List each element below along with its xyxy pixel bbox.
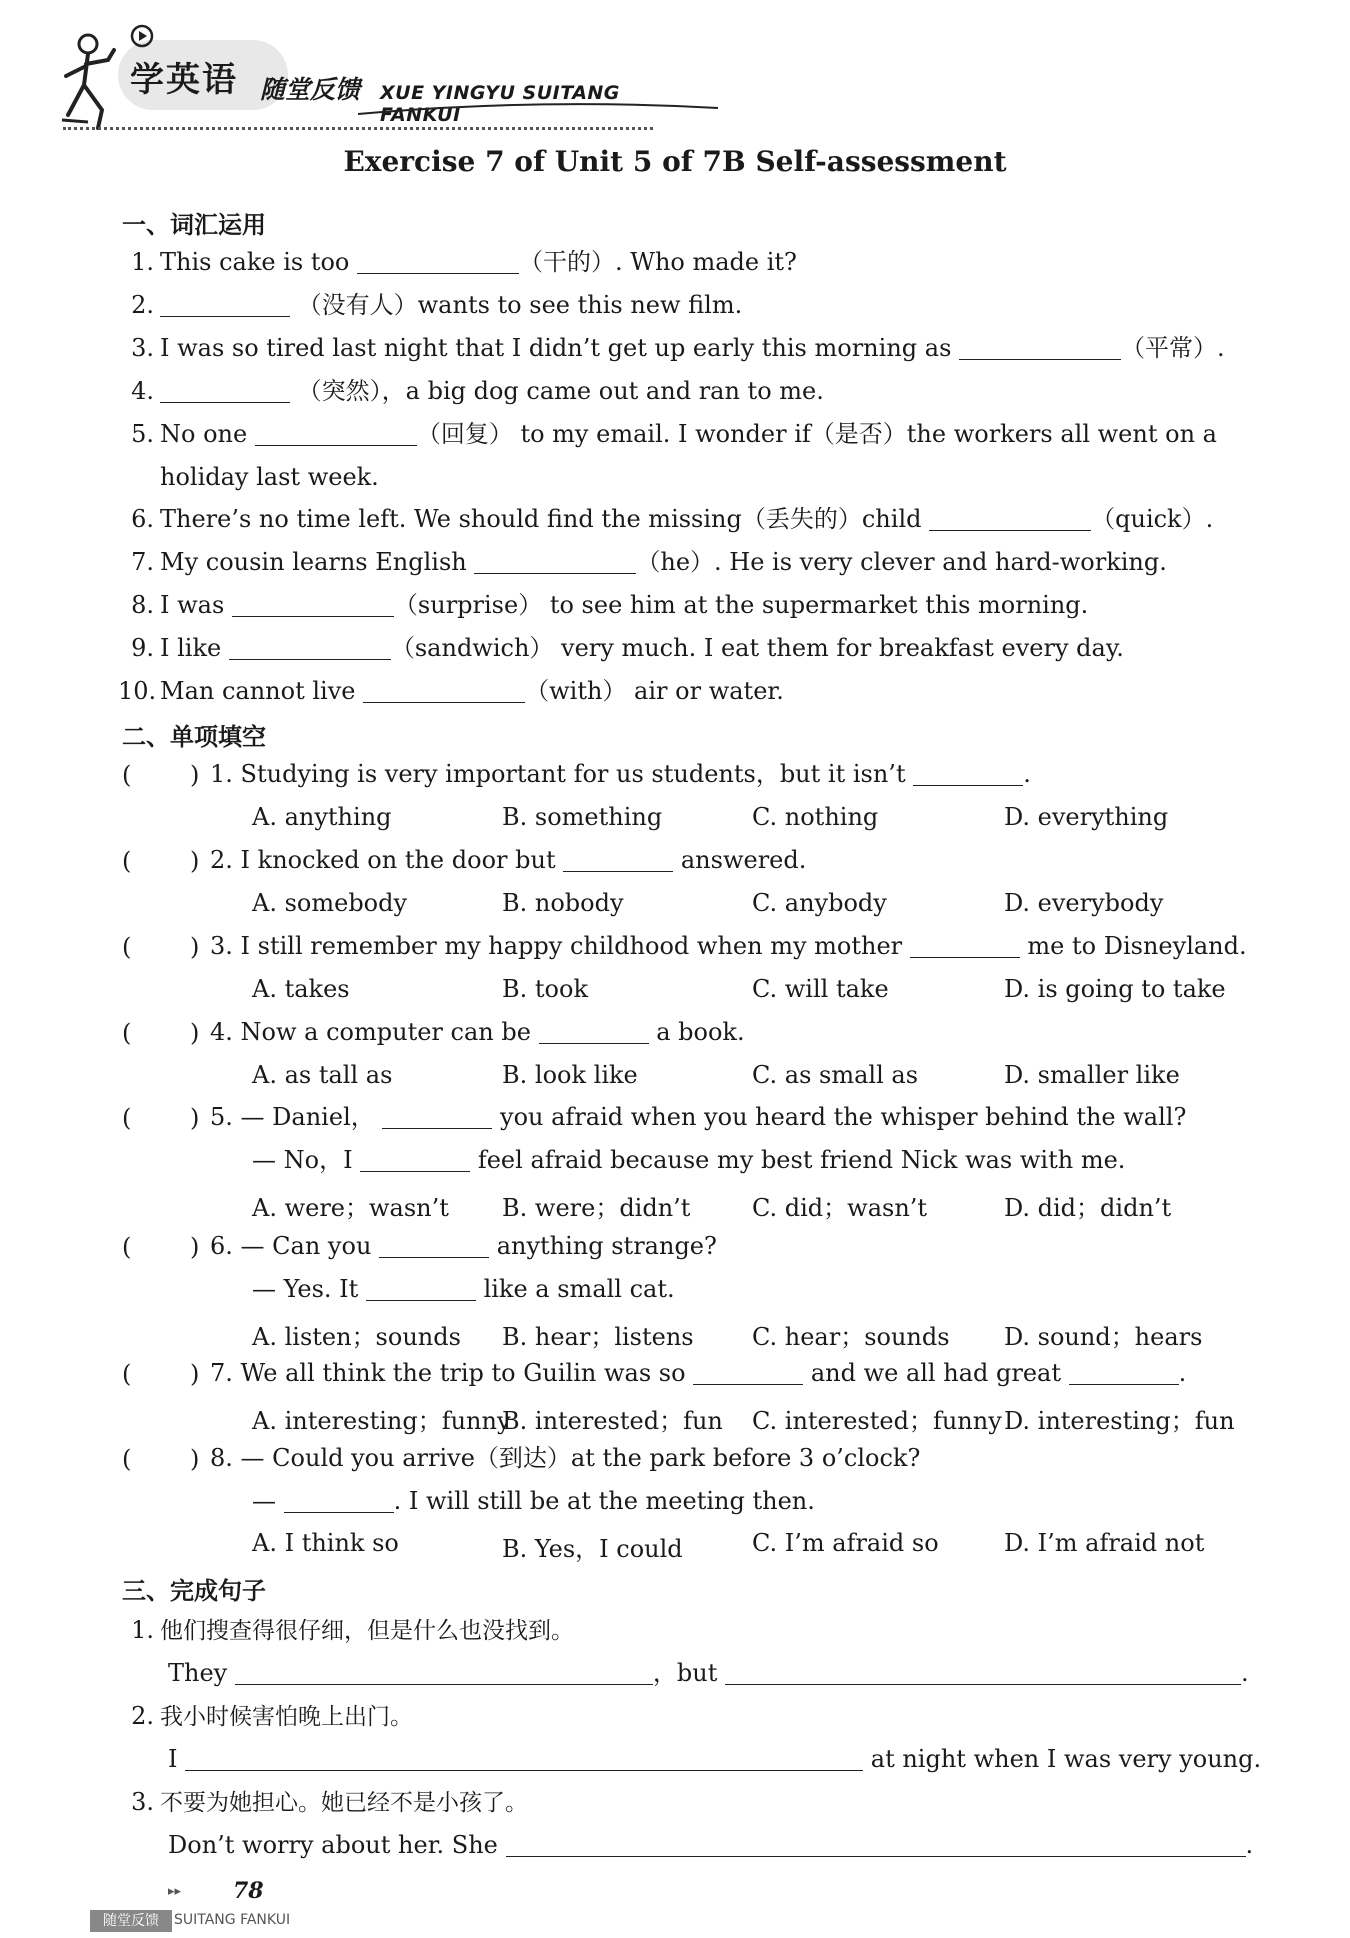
running-figure-icon xyxy=(58,30,118,130)
footer-arrows-icon: ▸▸ xyxy=(168,1884,182,1899)
header-divider xyxy=(63,127,653,130)
mc-question-6-line-2: — Yes. It like a small cat. xyxy=(252,1275,675,1303)
vocab-item-1: 1. This cake is too （干的）. Who made it? xyxy=(131,248,797,276)
mc-question-5: 5. — Daniel， you afraid when you heard the whisper behind the wall? xyxy=(210,1103,1187,1131)
vocab-item-5-continued: holiday last week. xyxy=(160,463,379,491)
mc-question-7: 7. We all think the trip to Guilin was so and we all had great . xyxy=(210,1359,1187,1387)
answer-blank[interactable] xyxy=(929,506,1091,531)
mc8-option-b[interactable]: B. Yes，I could xyxy=(502,1535,683,1563)
vocab-item-3: 3. I was so tired last night that I didn’t get up early this morning as （平常）. xyxy=(131,334,1225,362)
mc1-option-d[interactable]: D. everything xyxy=(1004,803,1169,831)
answer-blank[interactable] xyxy=(363,678,525,703)
vocab-item-10: 10. Man cannot live （with） air or water. xyxy=(118,677,784,705)
answer-blank[interactable] xyxy=(229,635,391,660)
mc2-option-c[interactable]: C. anybody xyxy=(752,889,887,917)
mc-question-4: 4. Now a computer can be a book. xyxy=(210,1018,745,1046)
page-number: 78 xyxy=(233,1878,264,1904)
translation-item-2-zh: 2. 我小时候害怕晚上出门。 xyxy=(131,1702,413,1730)
answer-paren[interactable]: ( ) xyxy=(122,1445,200,1473)
answer-blank[interactable] xyxy=(959,335,1121,360)
footer-tab-label: 随堂反馈 xyxy=(90,1910,172,1932)
mc-question-1: 1. Studying is very important for us students，but it isn’t . xyxy=(210,760,1031,788)
answer-blank[interactable] xyxy=(255,421,417,446)
mc7-option-d[interactable]: D. interesting；fun xyxy=(1004,1407,1235,1435)
vocab-item-7: 7. My cousin learns English （he）. He is very clever and hard-working. xyxy=(131,548,1167,576)
mc8-option-a[interactable]: A. I think so xyxy=(252,1529,399,1557)
translation-item-2-en: I at night when I was very young. xyxy=(168,1745,1262,1773)
answer-blank[interactable] xyxy=(1069,1360,1179,1385)
mc-question-5-line-2: — No，I feel afraid because my best friend Nick was with me. xyxy=(252,1146,1126,1174)
vocab-item-6: 6. There’s no time left. We should find the missing（丢失的）child （quick）. xyxy=(131,505,1214,533)
swoosh-decoration xyxy=(358,102,718,116)
answer-blank[interactable] xyxy=(360,1147,470,1172)
mc3-option-c[interactable]: C. will take xyxy=(752,975,889,1003)
vocab-item-4: 4. （突然），a big dog came out and ran to me. xyxy=(131,377,824,405)
answer-blank[interactable] xyxy=(160,292,290,317)
mc6-option-c[interactable]: C. hear；sounds xyxy=(752,1323,950,1351)
mc4-option-d[interactable]: D. smaller like xyxy=(1004,1061,1180,1089)
answer-paren[interactable]: ( ) xyxy=(122,847,200,875)
mc5-option-d[interactable]: D. did；didn’t xyxy=(1004,1194,1172,1222)
footer-tab-pinyin: SUITANG FANKUI xyxy=(174,1912,291,1928)
translation-item-1-en: They ，but . xyxy=(168,1659,1249,1687)
answer-blank[interactable] xyxy=(366,1276,476,1301)
exercise-title: Exercise 7 of Unit 5 of 7B Self-assessment xyxy=(343,145,1007,178)
mc3-option-a[interactable]: A. takes xyxy=(252,975,350,1003)
translation-item-3-en: Don’t worry about her. She . xyxy=(168,1831,1254,1859)
translation-item-3-zh: 3. 不要为她担心。她已经不是小孩了。 xyxy=(131,1788,528,1816)
mc1-option-b[interactable]: B. something xyxy=(502,803,663,831)
mc4-option-c[interactable]: C. as small as xyxy=(752,1061,919,1089)
mc2-option-a[interactable]: A. somebody xyxy=(252,889,408,917)
mc1-option-c[interactable]: C. nothing xyxy=(752,803,879,831)
section2-heading: 二、单项填空 xyxy=(122,723,266,751)
vocab-item-5: 5. No one （回复） to my email. I wonder if（是否）the workers all went on a xyxy=(131,420,1217,448)
translation-item-1-zh: 1. 他们搜查得很仔细，但是什么也没找到。 xyxy=(131,1616,574,1644)
mc3-option-d[interactable]: D. is going to take xyxy=(1004,975,1226,1003)
mc7-option-c[interactable]: C. interested；funny xyxy=(752,1407,1002,1435)
answer-blank[interactable] xyxy=(474,549,636,574)
mc8-option-c[interactable]: C. I’m afraid so xyxy=(752,1529,939,1557)
mc6-option-d[interactable]: D. sound；hears xyxy=(1004,1323,1203,1351)
answer-blank[interactable] xyxy=(160,378,290,403)
mc4-option-b[interactable]: B. look like xyxy=(502,1061,638,1089)
mc4-option-a[interactable]: A. as tall as xyxy=(252,1061,393,1089)
vocab-item-9: 9. I like （sandwich） very much. I eat them for breakfast every day. xyxy=(131,634,1124,662)
answer-blank[interactable] xyxy=(235,1660,653,1685)
mc-question-2: 2. I knocked on the door but answered. xyxy=(210,846,807,874)
answer-paren[interactable]: ( ) xyxy=(122,933,200,961)
mc-question-8: 8. — Could you arrive（到达）at the park before 3 o’clock? xyxy=(210,1444,921,1472)
vocab-item-2: 2. （没有人）wants to see this new film. xyxy=(131,291,743,319)
brand-pinyin: XUE YINGYU SUITANG FANKUI xyxy=(380,82,620,126)
answer-blank[interactable] xyxy=(563,847,673,872)
mc7-option-a[interactable]: A. interesting；funny xyxy=(252,1407,511,1435)
mc5-option-c[interactable]: C. did；wasn’t xyxy=(752,1194,928,1222)
mc3-option-b[interactable]: B. took xyxy=(502,975,588,1003)
mc1-option-a[interactable]: A. anything xyxy=(252,803,392,831)
answer-paren[interactable]: ( ) xyxy=(122,1360,200,1388)
answer-paren[interactable]: ( ) xyxy=(122,1104,200,1132)
answer-blank[interactable] xyxy=(185,1746,863,1771)
answer-blank[interactable] xyxy=(693,1360,803,1385)
vocab-item-8: 8. I was （surprise） to see him at the supermarket this morning. xyxy=(131,591,1089,619)
answer-blank[interactable] xyxy=(725,1660,1241,1685)
section1-heading: 一、词汇运用 xyxy=(122,211,266,239)
mc5-option-b[interactable]: B. were；didn’t xyxy=(502,1194,691,1222)
brand-subtitle: 随堂反馈 xyxy=(260,75,361,104)
answer-blank[interactable] xyxy=(506,1832,1246,1857)
mc6-option-a[interactable]: A. listen；sounds xyxy=(252,1323,461,1351)
answer-blank[interactable] xyxy=(284,1488,394,1513)
mc7-option-b[interactable]: B. interested；fun xyxy=(502,1407,723,1435)
answer-blank[interactable] xyxy=(910,933,1020,958)
mc-question-8-line-2: — . I will still be at the meeting then. xyxy=(252,1487,815,1515)
mc2-option-d[interactable]: D. everybody xyxy=(1004,889,1164,917)
answer-paren[interactable]: ( ) xyxy=(122,761,200,789)
mc-question-3: 3. I still remember my happy childhood when my mother me to Disneyland. xyxy=(210,932,1247,960)
mc-question-6: 6. — Can you anything strange? xyxy=(210,1232,717,1260)
answer-blank[interactable] xyxy=(232,592,394,617)
section3-heading: 三、完成句子 xyxy=(122,1577,266,1605)
brand-title: 学英语 xyxy=(130,60,238,100)
answer-blank[interactable] xyxy=(539,1019,649,1044)
header-banner xyxy=(58,22,678,132)
answer-paren[interactable]: ( ) xyxy=(122,1019,200,1047)
mc5-option-a[interactable]: A. were；wasn’t xyxy=(252,1194,449,1222)
answer-blank[interactable] xyxy=(357,249,519,274)
answer-blank[interactable] xyxy=(382,1104,492,1129)
answer-paren[interactable]: ( ) xyxy=(122,1233,200,1261)
mc6-option-b[interactable]: B. hear；listens xyxy=(502,1323,694,1351)
mc8-option-d[interactable]: D. I’m afraid not xyxy=(1004,1529,1205,1557)
answer-blank[interactable] xyxy=(379,1233,489,1258)
answer-blank[interactable] xyxy=(913,761,1023,786)
play-icon xyxy=(130,24,154,48)
mc2-option-b[interactable]: B. nobody xyxy=(502,889,624,917)
